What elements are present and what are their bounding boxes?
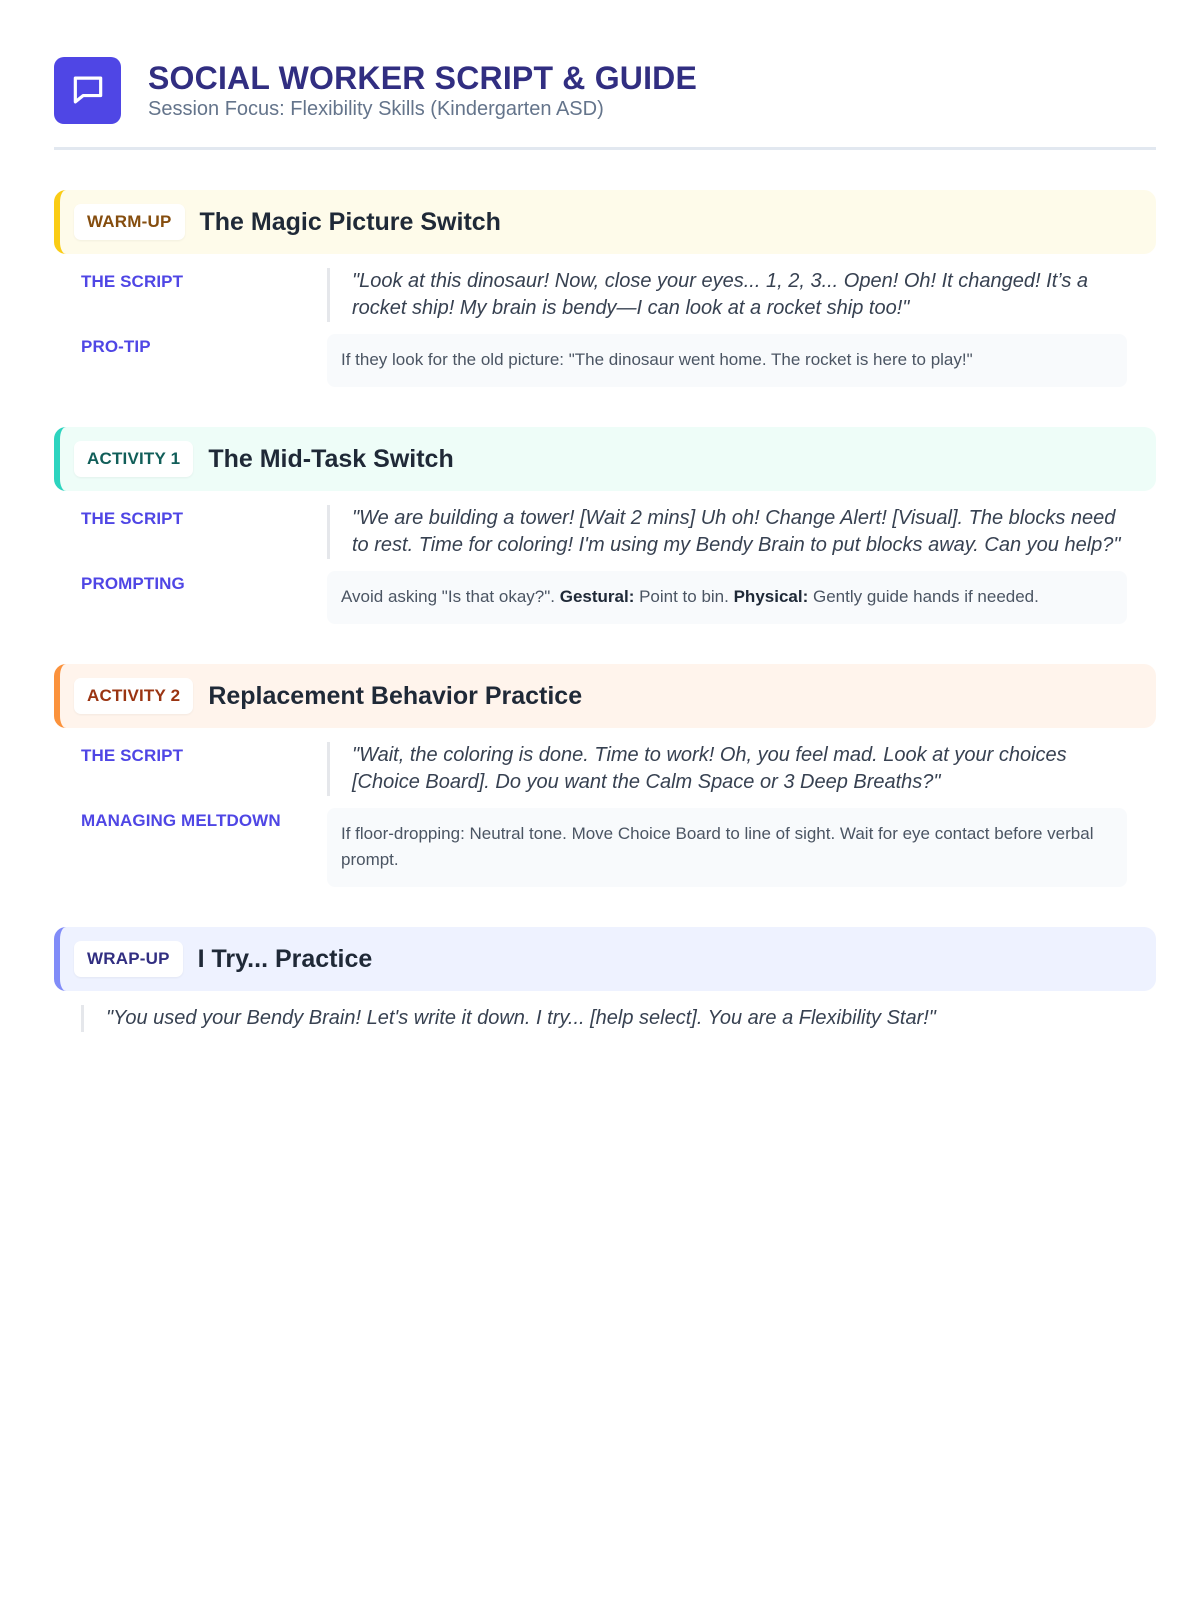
section-badge: ACTIVITY 2	[74, 678, 193, 714]
script-label: THE SCRIPT	[81, 272, 184, 291]
page-subtitle: Session Focus: Flexibility Skills (Kindergarten ASD)	[148, 98, 604, 120]
note-label: MANAGING MELTDOWN	[81, 811, 281, 830]
section-header	[54, 927, 1156, 991]
section-wrap-up	[54, 927, 1156, 1032]
page-header	[54, 56, 1156, 124]
note-box: If floor-dropping: Neutral tone. Move Choice Board to line of sight. Wait for eye contact before verbal prompt.	[327, 808, 1127, 887]
note-row	[54, 808, 1156, 887]
script-row	[54, 268, 1156, 322]
note-bold-gestural: Gestural:	[559, 587, 635, 606]
section-badge: WRAP-UP	[74, 941, 183, 977]
header-divider	[54, 147, 1156, 150]
section-title: Replacement Behavior Practice	[208, 681, 583, 710]
note-label: PRO-TIP	[81, 337, 151, 356]
section-badge: WARM-UP	[74, 204, 185, 240]
closing-script: "You used your Bendy Brain! Let's write it down. I try... [help select]. You are a Flexibility Star!"	[81, 1005, 1156, 1032]
script-row	[54, 505, 1156, 559]
section-title: The Mid-Task Switch	[208, 444, 454, 473]
header-text	[148, 58, 697, 122]
chat-bubble-icon	[54, 57, 121, 124]
note-label: PROMPTING	[81, 574, 185, 593]
script-text: "We are building a tower! [Wait 2 mins] Uh oh! Change Alert! [Visual]. The blocks need to rest. Time for coloring! I'm using my Bendy Brain to put blocks away. Can you help?"	[327, 505, 1127, 559]
note-intro: Avoid asking "Is that okay?".	[341, 587, 560, 606]
script-row	[54, 742, 1156, 796]
script-text: "Look at this dinosaur! Now, close your eyes... 1, 2, 3... Open! Oh! It changed! It’s a rocket ship! My brain is bendy—I can look at a rocket ship too!"	[327, 268, 1127, 322]
note-row	[54, 334, 1156, 387]
section-header	[54, 664, 1156, 728]
section-title: I Try... Practice	[197, 944, 373, 973]
note-bold-physical: Physical:	[733, 587, 809, 606]
section-activity-2	[54, 664, 1156, 887]
note-box	[327, 571, 1127, 624]
note-end: Gently guide hands if needed.	[808, 587, 1039, 606]
section-title: The Magic Picture Switch	[199, 207, 501, 236]
note-mid: Point to bin.	[634, 587, 734, 606]
note-box: If they look for the old picture: "The dinosaur went home. The rocket is here to play!"	[327, 334, 1127, 387]
page-title: SOCIAL WORKER SCRIPT & GUIDE	[148, 60, 698, 96]
section-header	[54, 190, 1156, 254]
section-header	[54, 427, 1156, 491]
script-label: THE SCRIPT	[81, 746, 184, 765]
script-text: "Wait, the coloring is done. Time to work! Oh, you feel mad. Look at your choices [Choice Board]. Do you want the Calm Space or 3 Deep Breaths?"	[327, 742, 1127, 796]
script-guide-page	[54, 56, 1156, 1032]
section-warm-up	[54, 190, 1156, 387]
section-activity-1	[54, 427, 1156, 624]
note-row	[54, 571, 1156, 624]
script-label: THE SCRIPT	[81, 509, 184, 528]
section-badge: ACTIVITY 1	[74, 441, 193, 477]
